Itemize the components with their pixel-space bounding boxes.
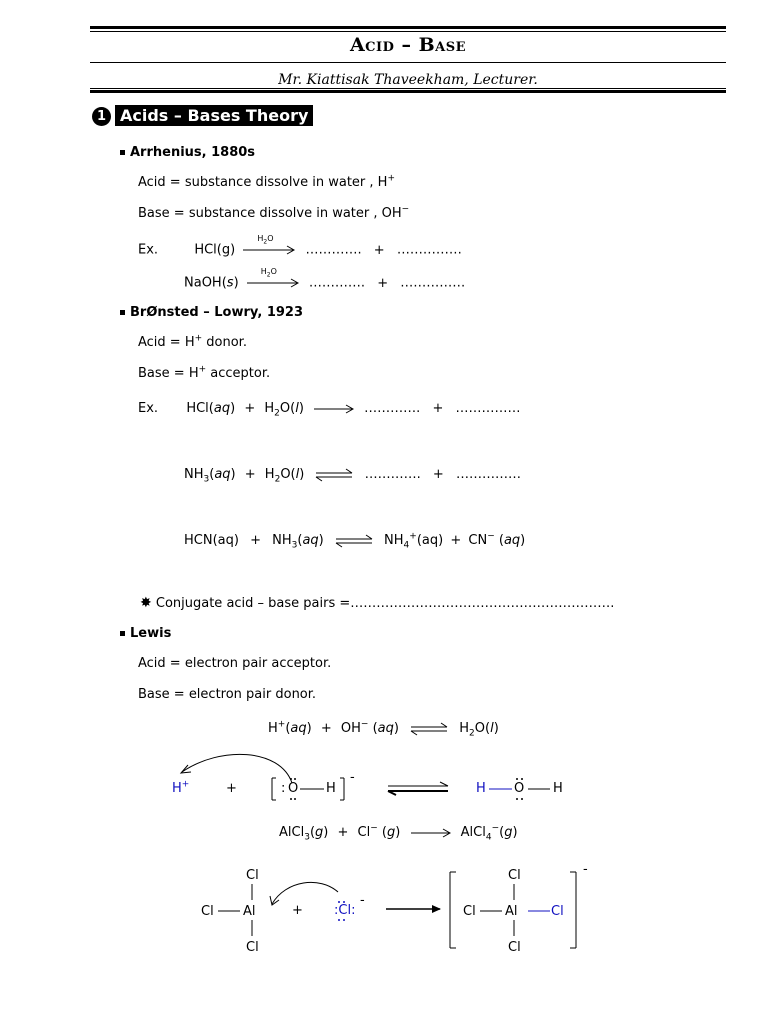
bronsted-base-def: Base = H+ acceptor. [138, 364, 271, 381]
lewis-acid-def: Acid = electron pair acceptor. [138, 656, 332, 671]
hydrogen-atom: H [553, 781, 563, 796]
chlorine-atom: Cl [508, 940, 521, 955]
bullet-square-icon [120, 310, 125, 315]
oxygen-atom: O [288, 781, 299, 796]
arrhenius-heading-text: Arrhenius, 1880s [130, 145, 256, 160]
bullet-square-icon [120, 631, 125, 636]
chlorine-atom: Cl [508, 868, 521, 883]
conjugate-pairs-line: ✸ Conjugate acid – base pairs =……………………………………………………. [140, 595, 615, 611]
top-rule-thin [90, 31, 726, 32]
plus-sign: + [373, 242, 385, 258]
blank-product-1: …………. [308, 275, 366, 291]
electron-pair-curved-arrow [272, 882, 338, 904]
author-line: Mr. Kiattisak Thaveekham, Lecturer. [278, 72, 538, 88]
chlorine-atom-blue: Cl [551, 904, 564, 919]
reaction-arrow-h2o [243, 234, 297, 260]
reaction-arrow-h2o [247, 267, 301, 293]
chloride-ion: :Cl: [334, 903, 356, 918]
plus-sign: + [377, 275, 389, 291]
blank-product-2: …………… [400, 275, 466, 291]
charge-negative: - [583, 862, 588, 877]
chlorine-atom: Cl [463, 904, 476, 919]
bronsted-ex3: $HCN(aq) + NH_3(aq)$ $NH_4^+(aq) + CN^-$ (aq) [184, 531, 526, 551]
hydrogen-atom: H [326, 781, 336, 796]
author-rule-thick [90, 90, 726, 93]
lewis-heading-text: Lewis [130, 626, 172, 641]
bronsted-heading-text: BrØnsted – Lowry, 1923 [130, 305, 303, 320]
hydrogen-atom-blue: H [476, 781, 486, 796]
arrow-label: $H_2O$ [260, 267, 277, 279]
reactant-hcl-g: HCl(g) [194, 242, 236, 258]
lewis-eq2: AlCl$_3$(g) + Cl− (g) AlCl$_4$−(g) [279, 823, 518, 843]
author-rule-thin [90, 88, 726, 89]
lewis-oh-diagram [160, 748, 620, 810]
oxygen-atom: O [514, 781, 525, 796]
aluminum-atom: Al [243, 904, 256, 919]
electron-pair-curved-arrow [182, 754, 292, 783]
top-rule-thick [90, 26, 726, 29]
bronsted-heading [120, 305, 303, 320]
lewis-heading [120, 626, 171, 641]
equilibrium-arrow [314, 468, 354, 482]
lone-pair-colon: : [281, 781, 286, 796]
arrow-label: $H_2O$ [257, 234, 274, 246]
bronsted-ex2: $NH_3(aq) + H_2O(l)$ …………. + …………… [184, 467, 521, 485]
lewis-base-def: Base = electron pair donor. [138, 687, 317, 702]
section-number-badge: 1 [92, 107, 111, 126]
blank-product-2: …………… [396, 242, 462, 258]
lewis-eq1: H+(aq) + OH− (aq) $H_2O(l)$ [268, 719, 499, 739]
arrhenius-base-def: Base = substance dissolve in water , OH− [138, 204, 410, 221]
arrhenius-heading [120, 145, 255, 160]
page-title: Acid – Base [349, 34, 467, 56]
title-rule [90, 62, 726, 63]
charge-negative: - [360, 893, 365, 908]
arrhenius-ex1 [138, 234, 462, 260]
asterisk-icon: ✸ [140, 595, 152, 611]
reaction-arrow [314, 402, 354, 416]
example-label: Ex. [138, 242, 159, 258]
arrhenius-acid-def: Acid = substance dissolve in water , H+ [138, 173, 395, 190]
equilibrium-arrow [409, 722, 449, 736]
example-label: Ex. [138, 401, 159, 416]
plus-sign: + [292, 903, 303, 918]
section-title: Acids – Bases Theory [115, 105, 313, 126]
chlorine-atom: Cl [246, 940, 259, 955]
reaction-arrow [411, 826, 451, 840]
arrhenius-ex2: NaOH(s) $H_2O$ …………. + …………… [184, 273, 465, 293]
chlorine-atom: Cl [246, 868, 259, 883]
h-plus-label: H+ [172, 779, 190, 796]
aluminum-atom: Al [505, 904, 518, 919]
bullet-square-icon [120, 150, 125, 155]
chlorine-atom: Cl [201, 904, 214, 919]
blank-product-1: …………. [305, 242, 362, 258]
equilibrium-arrow [334, 534, 374, 548]
charge-negative: - [350, 770, 355, 785]
bronsted-ex1: Ex. $HCl(aq) + H_2O(l)$ …………. + …………… [138, 401, 521, 419]
bronsted-acid-def: Acid = H+ donor. [138, 333, 247, 350]
plus-sign: + [226, 781, 237, 796]
